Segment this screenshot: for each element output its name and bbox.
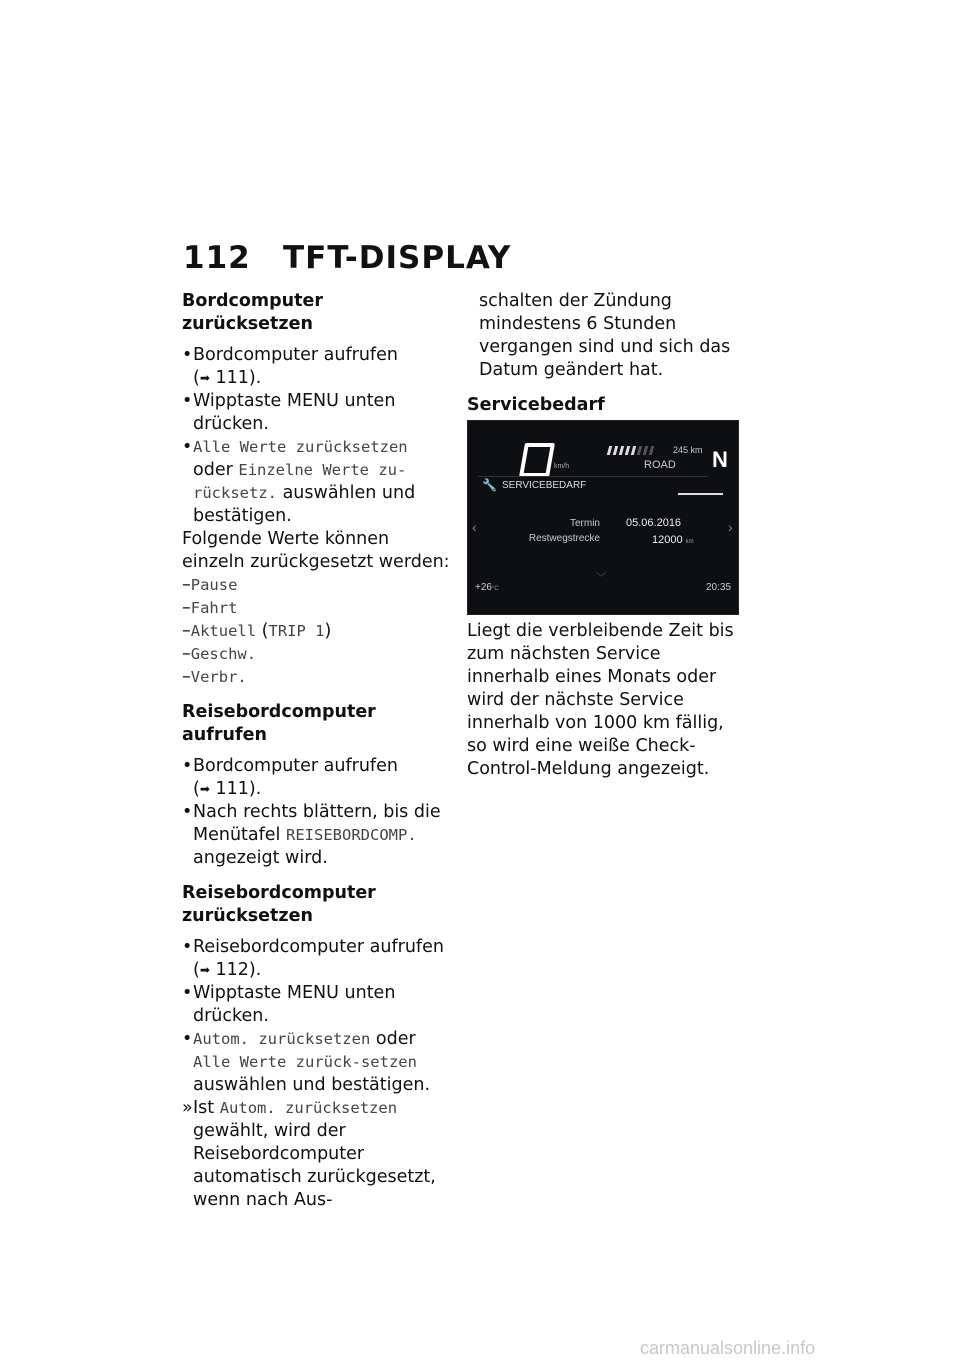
gear-indicator: N: [712, 447, 728, 472]
range-readout: 245 km: [673, 445, 703, 455]
speed-digit: [519, 443, 555, 477]
watermark: carmanualsonline.info: [640, 1338, 816, 1358]
result-icon: »: [182, 1098, 193, 1118]
divider: [478, 476, 708, 477]
tft-display-screenshot: [467, 420, 739, 615]
result-item: » Ist Autom. zurücksetzen gewählt, wird der Reisebordcomputer automatisch zurückgesetzt, wenn nach Aus-: [182, 1098, 436, 1210]
bullet-icon: •: [182, 756, 193, 776]
bullet-icon: •: [182, 1029, 193, 1049]
section-title: Servicebedarf: [467, 395, 605, 415]
menu-bar: [678, 493, 723, 495]
chevron-left-icon: ‹: [472, 519, 477, 535]
riding-mode: ROAD: [644, 459, 676, 471]
list-item: • Bordcomputer aufrufen (➡ 111).: [182, 345, 398, 388]
speed-unit: km/h: [554, 463, 570, 470]
list-item: –Geschw.: [182, 644, 257, 664]
arrow-reference-icon: ➡: [199, 782, 210, 796]
bullet-icon: •: [182, 391, 193, 411]
page-header: [183, 240, 511, 276]
wrench-icon: 🔧: [482, 478, 497, 492]
page-number: 112: [183, 240, 251, 276]
list-item: • Wipptaste MENU unten drücken.: [182, 391, 396, 434]
fuel-bars: [608, 446, 673, 455]
list-item: • Nach rechts blättern, bis die Menütafel REISEBORDCOMP. angezeigt wird.: [182, 802, 441, 868]
temperature: +26°C: [475, 582, 499, 593]
section-title: Reisebordcomputer zurücksetzen: [182, 883, 376, 926]
chevron-down-icon: ﹀: [596, 573, 606, 584]
right-column-text: [467, 620, 742, 781]
arrow-reference-icon: ➡: [199, 371, 210, 385]
bullet-icon: •: [182, 437, 193, 457]
termin-value: 05.06.2016: [626, 517, 682, 529]
right-column: [467, 290, 742, 425]
list-item: –Fahrt: [182, 598, 238, 618]
rest-label: Restwegstrecke: [528, 533, 600, 544]
list-item: • Reisebordcomputer aufrufen (➡ 112).: [182, 937, 444, 980]
arrow-reference-icon: ➡: [199, 963, 210, 977]
list-item: –Pause: [182, 575, 238, 595]
service-label: SERVICEBEDARF: [502, 480, 587, 491]
section-title: Reisebordcomputer aufrufen: [182, 702, 376, 745]
list-item: • Wipptaste MENU unten drücken.: [182, 983, 396, 1026]
section-title: Bordcomputer zurücksetzen: [182, 291, 323, 334]
page-title: TFT-DISPLAY: [283, 240, 512, 276]
paragraph: Liegt die verbleibende Zeit bis zum nächsten Service innerhalb eines Monats oder wird der nächste Service innerhalb von 1000 km fällig, so wird eine weiße Check-Control-Meldung angezeigt.: [467, 621, 734, 779]
paragraph-continued: schalten der Zündung mindestens 6 Stunden vergangen sind und sich das Datum geändert hat.: [479, 291, 731, 380]
chevron-right-icon: ›: [728, 519, 733, 535]
list-item: • Bordcomputer aufrufen (➡ 111).: [182, 756, 398, 799]
list-item: –Aktuell (TRIP 1): [182, 621, 332, 641]
list-item: –Verbr.: [182, 667, 247, 687]
list-item: • Autom. zurücksetzen oder Alle Werte zurück-setzen auswählen und bestätigen.: [182, 1029, 431, 1095]
left-column: [182, 290, 452, 1212]
rest-value: 12000 km: [652, 534, 694, 546]
termin-label: Termin: [569, 518, 600, 529]
bullet-icon: •: [182, 983, 193, 1003]
bullet-icon: •: [182, 937, 193, 957]
bullet-icon: •: [182, 802, 193, 822]
list-item: • Alle Werte zurücksetzen oder Einzelne Werte zu-rücksetz. auswählen und bestätigen.: [182, 437, 416, 526]
clock: 20:35: [706, 582, 732, 593]
paragraph: Folgende Werte können einzeln zurückgesetzt werden:: [182, 529, 450, 572]
bullet-icon: •: [182, 345, 193, 365]
